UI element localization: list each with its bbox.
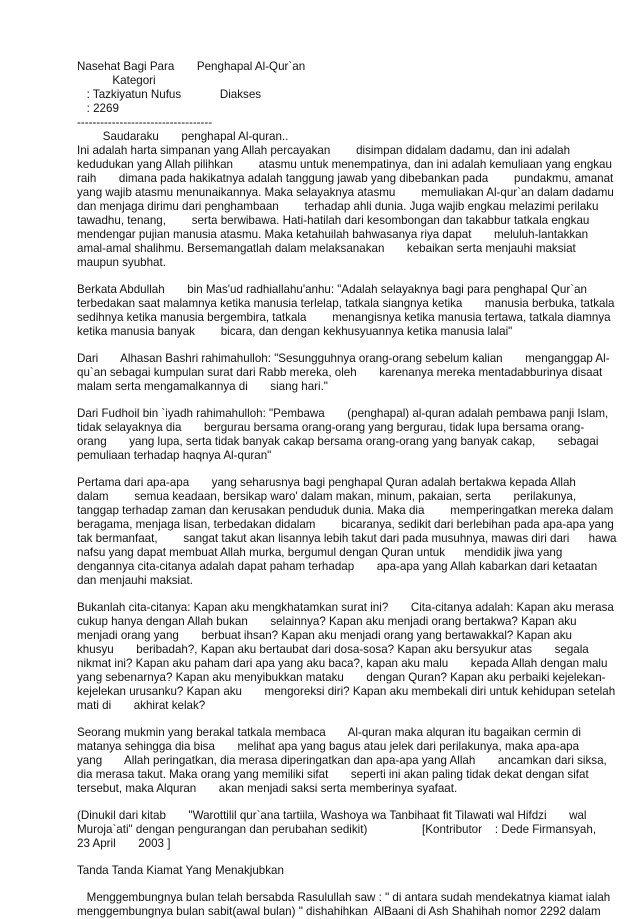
text-line: menjadi orang yang berbuat ihsan? Kapan aku menjadi orang yang bertawakkal? Kapan aku — [77, 629, 572, 642]
text-line: amal-amal shalihmu. Bersemangatlah dalam melaksanakan kebaikan serta menjauhi maksiat — [77, 242, 576, 255]
text-line: nafsu yang dapat membuat Allah murka, bergumul dengan Quran untuk mendidik jiwa yang — [77, 546, 563, 559]
text-line: nikmat ini? Kapan aku paham dari apa yang aku baca?, kapan aku malu kepada Allah dengan malu — [77, 657, 608, 670]
text-line: terbedakan saat malamnya ketika manusia terlelap, tatkala siangnya ketika manusia berbuka, tatkala — [77, 297, 615, 310]
text-line: Ini adalah harta simpanan yang Allah percayakan disimpan didalam dadamu, dan ini adalah — [77, 144, 571, 157]
text-line: khusyu beribadah?, Kapan aku bertaubat dari dosa-sosa? Kapan aku bersyukur atas segala — [77, 643, 589, 656]
text-line: maupun syubhat. — [77, 256, 166, 269]
text-line: pemuliaan terhadap haqnya Al-quran" — [77, 449, 272, 462]
text-line: Dari Alhasan Bashri rahimahulloh: "Sesungguhnya orang-orang sebelum kalian menganggap Al- — [77, 352, 610, 365]
paragraph — [77, 601, 616, 713]
text-line: : Tazkiyatun Nufus Diakses — [77, 88, 262, 101]
paragraph — [77, 476, 617, 588]
paragraph — [77, 726, 607, 796]
text-line: Seorang mukmin yang berakal tatkala membaca Al-quran maka alquran itu bagaikan cermin di — [77, 726, 581, 739]
text-line: Berkata Abdullah bin Mas'ud radhiallahu'anhu: "Adalah selayaknya bagi para penghapal Qur`an — [77, 283, 587, 296]
paragraph — [77, 283, 615, 339]
text-line: Muroja`ati" dengan pengurangan dan perubahan sedikit) [Kontributor : Dede Firmansyah, — [77, 823, 597, 836]
document-body — [77, 60, 617, 919]
text-line: menggembungnya bulan sabit(awal bulan) " dishahihkan AlBaani di Ash Shahihah nomor 2292 dalam — [77, 905, 601, 918]
text-line: tersebut, maka Alquran akan menjadi saksi serta memberinya syafaat. — [77, 782, 458, 795]
article-header — [77, 60, 614, 270]
text-line: kedudukan yang Allah pilihkan atasmu untuk menempatinya, dan ini adalah kemuliaan yang engkau — [77, 158, 612, 171]
text-line: cukup hanya dengan Allah bukan selainnya? Kapan aku menjadi orang bertakwa? Kapan aku — [77, 615, 577, 628]
text-line: dengannya cita-citanya adalah dapat paham terhadap apa-apa yang Allah kabarkan dari ketaatan — [77, 560, 598, 573]
text-line: yang wajib atasmu menunaikannya. Maka selayaknya atasmu memuliakan Al-qur`an dalam dadamu — [77, 186, 614, 199]
text-line: matanya sehingga dia bisa melihat apa yang bagus atau jelek dari perilakunya, maka apa-apa — [77, 740, 580, 753]
text-line: dan menjaga dirimu dari penghambaan terhadap ahli dunia. Juga wajib engkau melazimi perilaku — [77, 200, 599, 213]
text-line: dalam semua keadaan, bersikap waro' dalam makan, minum, pakaian, serta perilakunya, — [77, 490, 577, 503]
text-line: mati di akhirat kelak? — [77, 699, 206, 712]
text-line: tawadhu, tenang, serta berwibawa. Hati-hatilah dari kesombongan dan takabbur tatkala engkau — [77, 214, 590, 227]
text-line: : 2269 — [77, 102, 119, 115]
text-line: sedihnya ketika manusia bergembira, tatkala menangisnya ketika manusia tertawa, tatkala diamnya — [77, 311, 611, 324]
text-line: raih dimana pada hakikatnya adalah tanggung jawab yang dibebankan pada pundakmu, amanat — [77, 172, 614, 185]
text-line: tidak selayaknya dia bergurau bersama orang-orang yang bergurau, tidak lupa bersama orang- — [77, 421, 585, 434]
text-line: tak bermanfaat, sangat takut akan lisannya lebih takut dari pada musuhnya, mawas diri dari hawa — [77, 532, 617, 545]
text-line: orang yang lupa, serta tidak banyak cakap bersama orang-orang yang banyak cakap, sebagai — [77, 435, 599, 448]
text-line: Kategori — [77, 74, 156, 87]
paragraph — [77, 891, 611, 919]
text-line: Menggembungnya bulan telah bersabda Rasulullah saw : " di antara sudah mendekatnya kiamat ialah — [77, 891, 611, 904]
paragraph — [77, 352, 610, 394]
divider-line: ----------------------------------- — [77, 116, 213, 129]
text-line: (Dinukil dari kitab "Warottilil qur`ana tartiila, Washoya wa Tanbihaat fit Tilawati wal Hifdzi wal — [77, 809, 587, 822]
section-heading — [77, 864, 587, 878]
text-line: Saudaraku penghapal Al-quran.. — [77, 130, 289, 143]
text-line: yang Allah peringatkan, dia merasa diperingatkan dan apa-apa yang Allah ancamkan dari siksa, — [77, 754, 607, 767]
text-line: tanggap terhadap zaman dan kerusakan penduduk dunia. Maka dia memperingatkan mereka dalam — [77, 504, 614, 517]
text-line: mendengar pujian manusia atasmu. Maka ketahuilah bahwasanya riya dapat meluluh-lantakkan — [77, 228, 589, 241]
citation-paragraph — [77, 809, 597, 851]
text-line: yang sebenarnya? Kapan aku menyibukkan mataku dengan Quran? Kapan aku perbaiki kejelekan- — [77, 671, 606, 684]
paragraph — [77, 407, 609, 463]
text-line: malam serta mengamalkannya di siang hari." — [77, 380, 328, 393]
text-line: Nasehat Bagi Para Penghapal Al-Qur`an — [77, 60, 306, 73]
text-line: dia merasa takut. Maka orang yang memiliki sifat seperti ini akan paling tidak dekat dengan sifat — [77, 768, 589, 781]
text-line: kejelekan urusanku? Kapan aku mengoreksi diri? Kapan aku membekali diri untuk kehidupan setelah — [77, 685, 616, 698]
text-line: beragama, menjaga lisan, terbedakan didalam bicaranya, sedikit dari berlebihan pada apa-apa yang — [77, 518, 614, 531]
heading-line: Tanda Tanda Kiamat Yang Menakjubkan — [77, 864, 284, 877]
text-line: dan menjauhi maksiat. — [77, 574, 193, 587]
text-line: Bukanlah cita-citanya: Kapan aku mengkhatamkan surat ini? Cita-citanya adalah: Kapan aku merasa — [77, 601, 614, 614]
text-line: qu`an sebagai kumpulan surat dari Rabb mereka, oleh karenanya mereka mentadabburinya disaat — [77, 366, 603, 379]
text-line: Dari Fudhoil bin `iyadh rahimahulloh: "Pembawa (penghapal) al-quran adalah pembawa panji Islam, — [77, 407, 609, 420]
text-line: Pertama dari apa-apa yang seharusnya bagi penghapal Quran adalah bertakwa kepada Allah — [77, 476, 576, 489]
text-line: ketika manusia banyak bicara, dan dengan kekhusyuannya ketika manusia lalai" — [77, 325, 513, 338]
text-line: 23 April 2003 ] — [77, 837, 171, 850]
